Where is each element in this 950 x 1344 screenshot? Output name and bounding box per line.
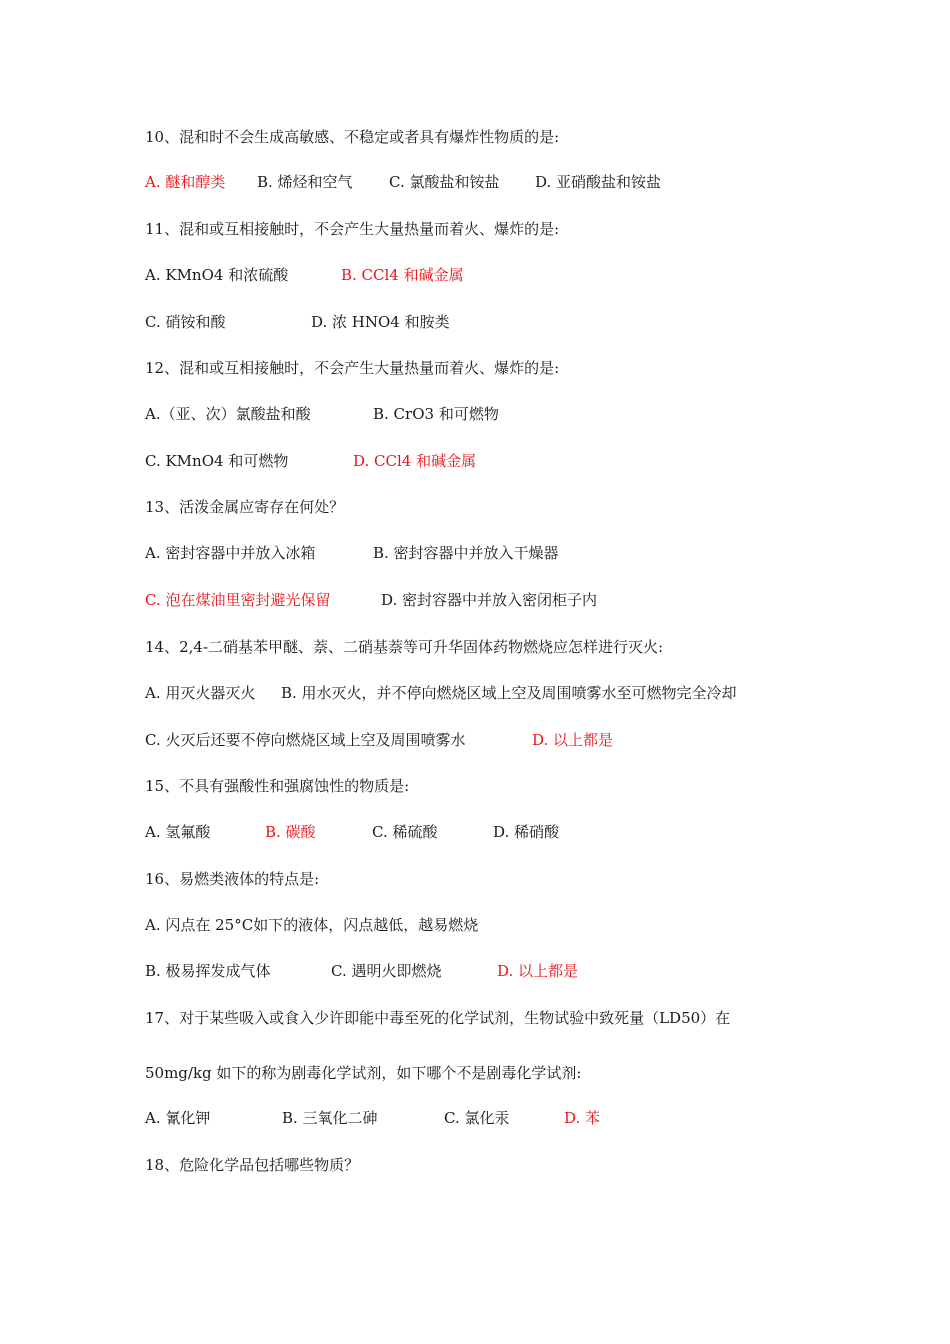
- option-d: D. 浓 HNO4 和胺类: [311, 313, 450, 331]
- option-c: C. 硝铵和酸: [145, 313, 226, 331]
- question-12: 12、混和或互相接触时，不会产生大量热量而着火、爆炸的是:: [145, 359, 560, 377]
- option-b: B. 极易挥发成气体: [145, 962, 271, 980]
- option-b: B. 三氧化二砷: [282, 1109, 378, 1127]
- question-17: 17、对于某些吸入或食入少许即能中毒至死的化学试剂，生物试验中致死量（LD50）在: [145, 1009, 731, 1027]
- option-a: A. 密封容器中并放入冰箱: [145, 544, 316, 562]
- option-a: A.（亚、次）氯酸盐和酸: [145, 405, 311, 423]
- option-c: C. KMnO4 和可燃物: [145, 452, 289, 470]
- option-d-answer: D. 以上都是: [532, 731, 614, 749]
- option-c-answer: C. 泡在煤油里密封避光保留: [145, 591, 331, 609]
- option-a: A. KMnO4 和浓硫酸: [145, 266, 289, 284]
- option-c: C. 稀硫酸: [372, 823, 438, 841]
- option-d: D. 稀硝酸: [493, 823, 560, 841]
- question-15: 15、不具有强酸性和强腐蚀性的物质是:: [145, 777, 410, 795]
- option-b: B. 烯烃和空气: [257, 173, 353, 191]
- question-13: 13、活泼金属应寄存在何处？: [145, 498, 345, 516]
- option-d-answer: D. CCl4 和碱金属: [353, 452, 477, 470]
- option-b: B. 密封容器中并放入干燥器: [373, 544, 559, 562]
- option-b: B. CrO3 和可燃物: [373, 405, 499, 423]
- option-a: A. 闪点在 25°C如下的液体，闪点越低，越易燃烧: [145, 916, 479, 934]
- option-d: D. 密封容器中并放入密闭柜子内: [381, 591, 598, 609]
- option-c: C. 氯化汞: [444, 1109, 510, 1127]
- option-d: D. 亚硝酸盐和铵盐: [535, 173, 662, 191]
- option-b-answer: B. CCl4 和碱金属: [341, 266, 464, 284]
- question-16: 16、易燃类液体的特点是:: [145, 870, 320, 888]
- option-c: C. 氯酸盐和铵盐: [389, 173, 500, 191]
- option-a-answer: A. 醚和醇类: [145, 173, 226, 191]
- option-a: A. 氰化钾: [145, 1109, 211, 1127]
- question-10: 10、混和时不会生成高敏感、不稳定或者具有爆炸性物质的是:: [145, 128, 560, 146]
- option-a: A. 用灭火器灭火: [145, 684, 256, 702]
- option-c: C. 遇明火即燃烧: [331, 962, 442, 980]
- question-17-continued: 50mg/kg 如下的称为剧毒化学试剂，如下哪个不是剧毒化学试剂:: [145, 1064, 582, 1082]
- option-b-answer: B. 碳酸: [265, 823, 316, 841]
- option-c: C. 火灭后还要不停向燃烧区域上空及周围喷雾水: [145, 731, 466, 749]
- option-d-answer: D. 以上都是: [497, 962, 579, 980]
- question-18: 18、危险化学品包括哪些物质？: [145, 1156, 360, 1174]
- option-a: A. 氢氟酸: [145, 823, 211, 841]
- question-11: 11、混和或互相接触时，不会产生大量热量而着火、爆炸的是:: [145, 220, 560, 238]
- option-b: B. 用水灭火，并不停向燃烧区域上空及周围喷雾水至可燃物完全冷却: [281, 684, 737, 702]
- question-14: 14、2,4-二硝基苯甲醚、萘、二硝基萘等可升华固体药物燃烧应怎样进行灭火:: [145, 638, 664, 656]
- option-d-answer: D. 苯: [564, 1109, 601, 1127]
